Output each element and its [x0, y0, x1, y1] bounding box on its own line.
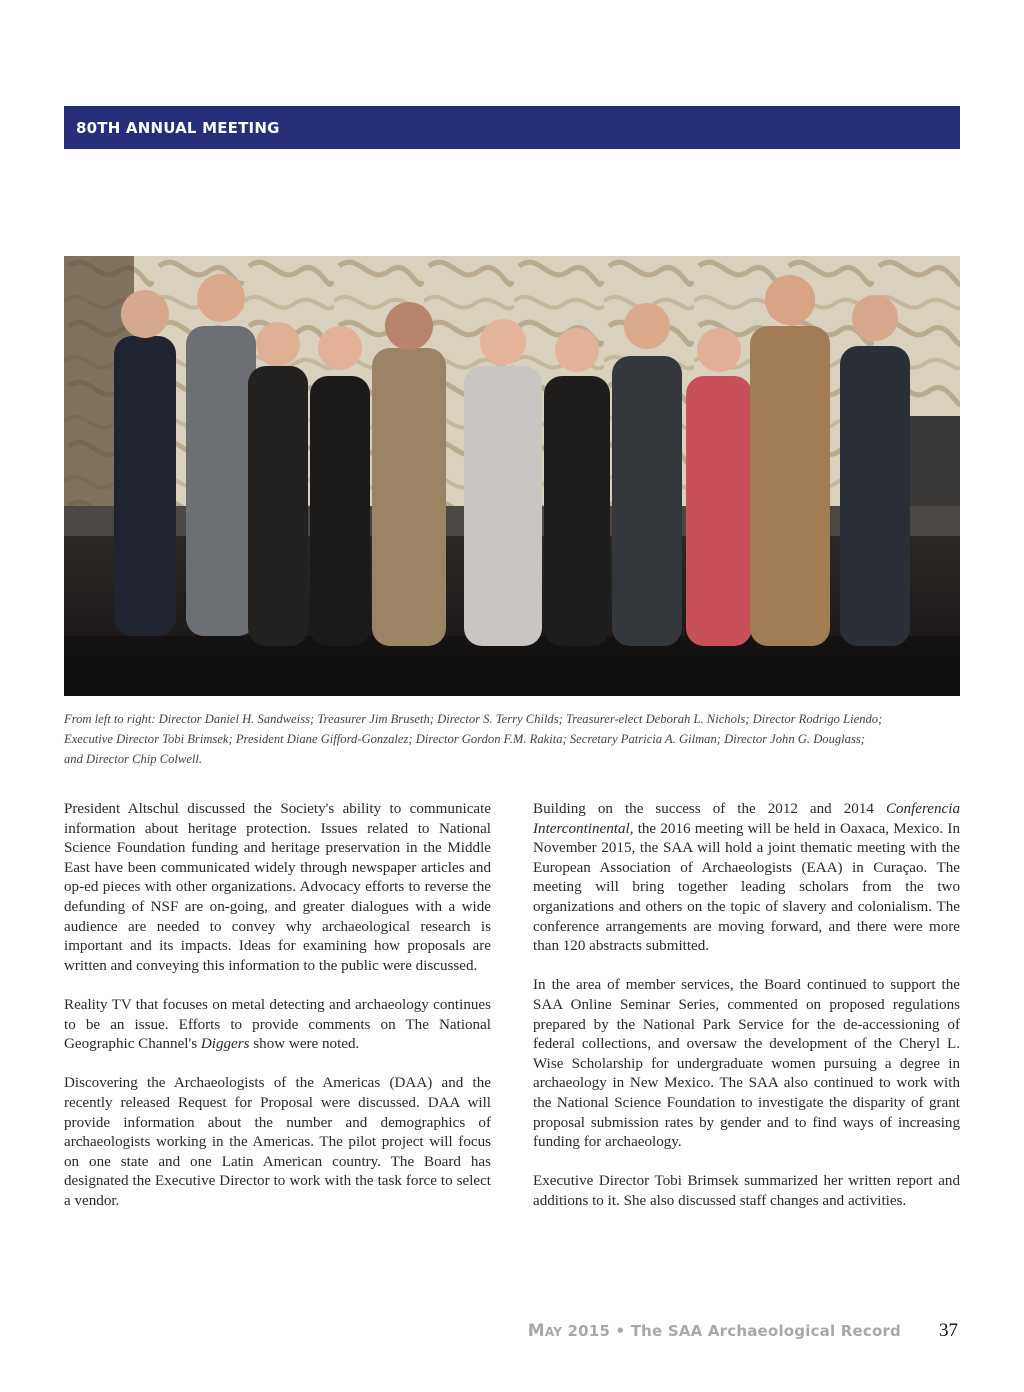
paragraph-text: Reality TV that focuses on metal detecting and archaeology continues to be an issue. Efforts to provide comments on The National Geographic Channel's — [64, 996, 491, 1053]
footer-month: May — [527, 1321, 563, 1341]
right-column — [533, 800, 960, 1231]
page-footer — [528, 1320, 958, 1342]
caption-line: From left to right: Director Daniel H. Sandweiss; Treasurer Jim Bruseth; Director S. Terry Childs; Treasurer-elect Deborah L. Nichols; Director Rodrigo Liendo; — [64, 712, 883, 726]
section-header-bar — [64, 106, 960, 149]
paragraph-text: Building on the success of the 2012 and 2014 — [533, 801, 886, 817]
paragraph: President Altschul discussed the Society's ability to communicate information about heritage protection. Issues related to National Science Foundation funding and heritage preservation in the Middle East have been communicated widely through newspaper articles and op-ed pieces with other organizations. Advocacy efforts to reverse the defunding of NSF are on-going, and greater dialogues with a wide audience are needed to convey why archaeological research is important and its impacts. Ideas for examining how proposals are written and conveying this information to the public were discussed. — [64, 801, 491, 974]
conference-name: Conferencia Intercontinental — [533, 801, 960, 837]
footer-publication — [528, 1321, 901, 1341]
paragraph: Executive Director Tobi Brimsek summarized her written report and additions to it. She also discussed staff changes and activities. — [533, 1173, 960, 1209]
paragraph-text: , the 2016 meeting will be held in Oaxaca, Mexico. In November 2015, the SAA will hold a joint thematic meeting with the European Association of Archaeologists (EAA) in Curaçao. The meeting will bring together leading scholars from the two organizations and others on the topic of slavery and colonialism. The conference arrangements are moving forward, and there were more than 120 abstracts submitted. — [533, 820, 960, 955]
group-photo — [64, 256, 960, 696]
paragraph-text: show were noted. — [249, 1036, 360, 1053]
paragraph — [533, 800, 960, 957]
footer-title: 2015 • The SAA Archaeological Record — [562, 1322, 901, 1340]
paragraph: In the area of member services, the Board continued to support the SAA Online Seminar Series, commented on proposed regulations prepared by the National Park Service for the de-accessioning of federal collections, and oversaw the development of the Cheryl L. Wise Scholarship for undergraduate women pursuing a degree in archaeology in New Mexico. The SAA also continued to work with the National Science Foundation to investigate the disparity of grant proposal submission rates by gender and to find ways of increasing funding for archaeology. — [533, 977, 960, 1151]
section-title: 80TH ANNUAL MEETING — [76, 118, 280, 137]
caption-line: Executive Director Tobi Brimsek; President Diane Gifford-Gonzalez; Director Gordon F.M. Rakita; Secretary Patricia A. Gilman; Director John G. Douglass; — [64, 732, 865, 746]
paragraph: Discovering the Archaeologists of the Americas (DAA) and the recently released Request for Proposal were discussed. DAA will provide information about the number and demographics of archaeologists working in the Americas. The pilot project will focus on one state and one Latin American country. The Board has designated the Executive Director to work with the task force to select a vendor. — [64, 1075, 491, 1209]
show-title: Diggers — [200, 1036, 250, 1053]
page-number: 37 — [939, 1320, 958, 1341]
photo-caption — [64, 709, 960, 769]
left-column — [64, 800, 491, 1231]
paragraph — [64, 996, 491, 1055]
group-photo-image — [64, 256, 960, 696]
caption-line: and Director Chip Colwell. — [64, 752, 203, 766]
